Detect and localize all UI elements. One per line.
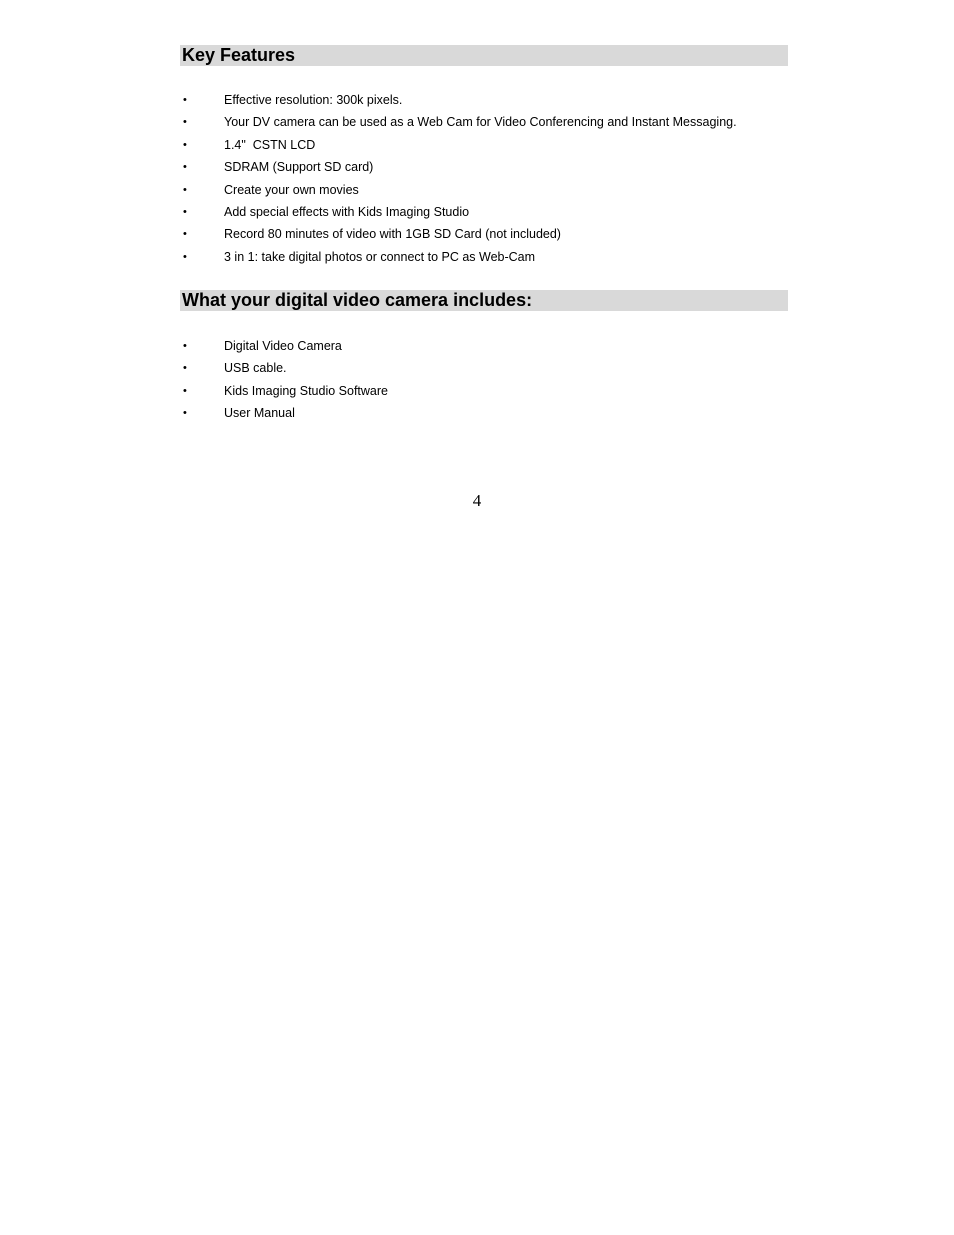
bullet-icon: • [183, 250, 187, 263]
bullet-icon: • [183, 138, 187, 151]
list-item [180, 179, 800, 201]
bullet-icon: • [183, 340, 187, 352]
list-item [180, 156, 800, 178]
bullet-icon: • [183, 205, 187, 218]
list-item-text: Digital Video Camera [224, 339, 342, 353]
bullet-icon: • [183, 362, 187, 375]
section-heading-includes: What your digital video camera includes: [180, 290, 788, 311]
list-item-text: Kids Imaging Studio Software [224, 383, 388, 398]
list-item [180, 89, 800, 111]
list-item-text: User Manual [224, 406, 295, 421]
bullet-icon: • [183, 183, 187, 196]
list-item [180, 335, 800, 357]
bullet-icon: • [183, 94, 187, 106]
list-item-text: Create your own movies [224, 182, 359, 197]
bullet-icon: • [183, 116, 187, 129]
key-features-list [180, 89, 800, 268]
section-heading-key-features: Key Features [180, 45, 788, 66]
list-item-text: SDRAM (Support SD card) [224, 160, 374, 175]
bullet-icon: • [183, 407, 187, 420]
list-item-text: 3 in 1: take digital photos or connect to PC as Web-Cam [224, 249, 536, 264]
page-number: 4 [472, 491, 482, 510]
list-item-text: Add special effects with Kids Imaging Studio [224, 204, 470, 219]
package-contents-list [180, 335, 800, 425]
list-item-text: 1.4" CSTN LCD [224, 137, 316, 152]
list-item-text: USB cable. [224, 361, 287, 376]
bullet-icon: • [183, 161, 187, 174]
bullet-icon: • [183, 228, 187, 241]
list-item-text: Effective resolution: 300k pixels. [224, 93, 403, 107]
list-item [180, 134, 800, 156]
list-item [180, 201, 800, 223]
list-item [180, 246, 800, 268]
list-item [180, 402, 800, 424]
list-item [180, 223, 800, 245]
list-item-text: Your DV camera can be used as a Web Cam for Video Conferencing and Instant Messaging. [224, 115, 737, 130]
list-item [180, 111, 800, 133]
list-item [180, 357, 800, 379]
bullet-icon: • [183, 384, 187, 397]
list-item [180, 380, 800, 402]
list-item-text: Record 80 minutes of video with 1GB SD Card (not included) [224, 227, 561, 242]
